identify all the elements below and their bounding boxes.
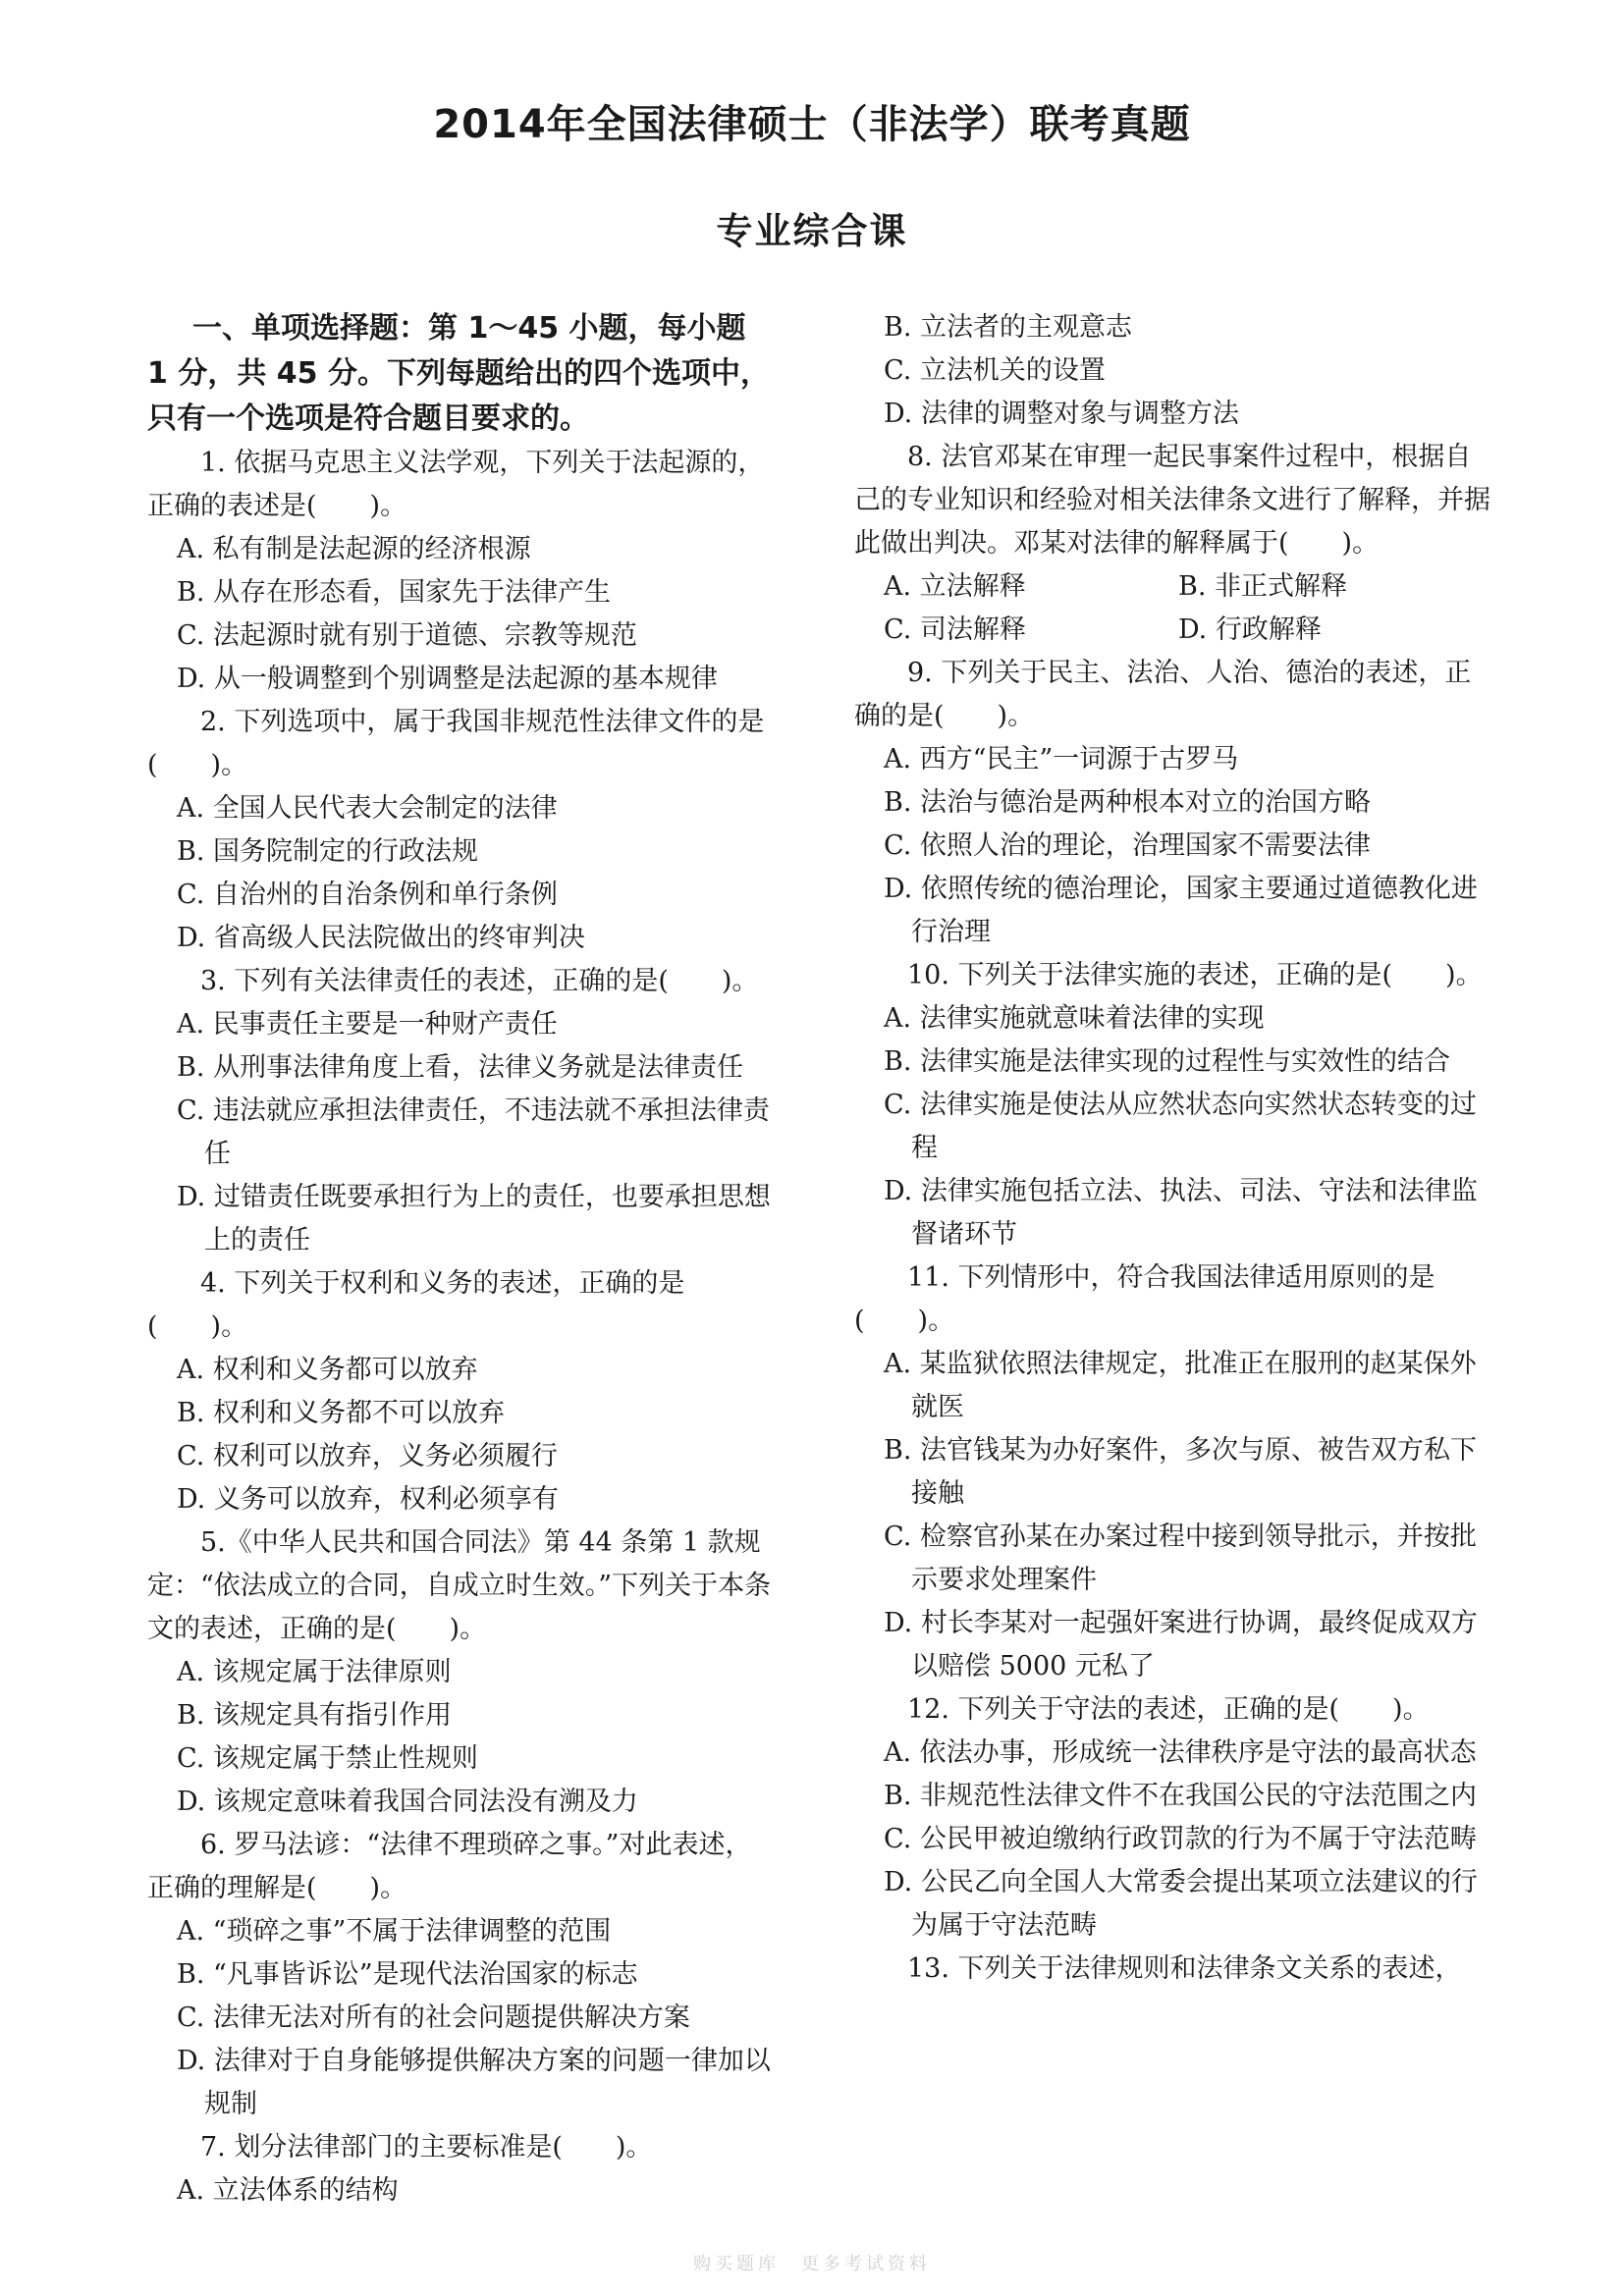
question-stem: 6. 罗马法谚：“法律不理琐碎之事。”对此表述，正确的理解是( )。	[147, 1830, 752, 1903]
answer-option: D. 省高级人民法院做出的终审判决	[177, 923, 585, 953]
answer-option: C. 该规定属于禁止性规则	[177, 1743, 478, 1774]
answer-option: B. 从刑事法律角度上看，法律义务就是法律责任	[177, 1052, 744, 1083]
answer-option: D. 该规定意味着我国合同法没有溯及力	[177, 1787, 638, 1817]
section-heading: 一、单项选择题：第 1～45 小题，每小题 1 分，共 45 分。下列每题给出的四个选项中，只有一个选项是符合题目要求的。	[147, 311, 770, 436]
answer-option: C. 自治州的自治条例和单行条例	[177, 880, 558, 910]
answer-option: D. 义务可以放弃，权利必须享有	[177, 1484, 559, 1515]
answer-option: A. 立法解释	[884, 571, 1026, 602]
answer-option: A. 私有制是法起源的经济根源	[177, 534, 531, 564]
question-stem: 11. 下列情形中，符合我国法律适用原则的是( )。	[854, 1262, 1435, 1336]
page-title: 2014年全国法律硕士（非法学）联考真题	[433, 102, 1191, 147]
left-column	[147, 306, 776, 2213]
answer-option: D. 法律对于自身能够提供解决方案的问题一律加以规制	[177, 2046, 771, 2119]
question-stem: 9. 下列关于民主、法治、人治、德治的表述，正确的是( )。	[854, 658, 1472, 731]
answer-option: A. 该规定属于法律原则	[177, 1657, 452, 1687]
answer-option: C. 检察官孙某在办案过程中接到领导批示，并按批示要求处理案件	[884, 1522, 1477, 1595]
question-stem: 2. 下列选项中，属于我国非规范性法律文件的是( )。	[147, 707, 765, 780]
option-row	[827, 565, 1492, 609]
answer-option: D. 村长李某对一起强奸案进行协调，最终促成双方以赔偿 5000 元私了	[884, 1608, 1478, 1682]
question-stem: 4. 下列关于权利和义务的表述，正确的是( )。	[147, 1268, 685, 1342]
question-stem: 10. 下列关于法律实施的表述，正确的是( )。	[907, 960, 1483, 990]
question-stem: 8. 法官邓某在审理一起民事案件过程中，根据自己的专业知识和经验对相关法律条文进行了解释，并据此做出判决。邓某对法律的解释属于( )。	[854, 442, 1490, 559]
answer-option: A. 立法体系的结构	[177, 2175, 399, 2206]
question-stem: 12. 下列关于守法的表述，正确的是( )。	[907, 1694, 1430, 1725]
right-column	[854, 306, 1492, 1991]
answer-option: B. 法治与德治是两种根本对立的治国方略	[884, 787, 1372, 818]
question-stem: 5.《中华人民共和国合同法》第 44 条第 1 款规定：“依法成立的合同，自成立时生效。”下列关于本条文的表述，正确的是( )。	[147, 1527, 772, 1644]
footer-watermark: 购买题库 更多考试资料	[693, 2254, 931, 2274]
answer-option: B. 权利和义务都不可以放弃	[177, 1398, 506, 1428]
answer-option: C. 权利可以放弃，义务必须履行	[177, 1441, 558, 1471]
answer-option: A. 西方“民主”一词源于古罗马	[884, 744, 1239, 774]
answer-option: D. 公民乙向全国人大常委会提出某项立法建议的行为属于守法范畴	[884, 1867, 1478, 1941]
answer-option: C. 司法解释	[884, 614, 1026, 645]
question-stem: 13. 下列关于法律规则和法律条文关系的表述，	[907, 1953, 1462, 1984]
answer-option: A. 民事责任主要是一种财产责任	[177, 1009, 558, 1040]
answer-option: B. 立法者的主观意志	[884, 312, 1133, 343]
answer-option: A. “琐碎之事”不属于法律调整的范围	[177, 1916, 612, 1947]
answer-option: C. 依照人治的理论，治理国家不需要法律	[884, 830, 1371, 861]
answer-option: C. 公民甲被迫缴纳行政罚款的行为不属于守法范畴	[884, 1824, 1477, 1854]
answer-option: A. 全国人民代表大会制定的法律	[177, 793, 558, 824]
answer-option: C. 法律无法对所有的社会问题提供解决方案	[177, 2002, 690, 2033]
answer-option: B. 该规定具有指引作用	[177, 1700, 453, 1731]
answer-option: B. 国务院制定的行政法规	[177, 836, 479, 867]
answer-option: A. 依法办事，形成统一法律秩序是守法的最高状态	[884, 1737, 1477, 1768]
answer-option: B. 非正式解释	[1178, 571, 1348, 602]
answer-option: C. 立法机关的设置	[884, 355, 1106, 386]
answer-option: B. 法律实施是法律实现的过程性与实效性的结合	[884, 1046, 1451, 1077]
question-stem: 3. 下列有关法律责任的表述，正确的是( )。	[200, 966, 759, 996]
question-stem: 1. 依据马克思主义法学观，下列关于法起源的，正确的表述是( )。	[147, 448, 765, 521]
answer-option: A. 权利和义务都可以放弃	[177, 1355, 478, 1385]
answer-option: C. 法律实施是使法从应然状态向实然状态转变的过程	[884, 1090, 1477, 1163]
answer-option: A. 法律实施就意味着法律的实现	[884, 1003, 1265, 1034]
answer-option: D. 法律的调整对象与调整方法	[884, 399, 1239, 429]
page-subtitle: 专业综合课	[716, 210, 908, 252]
answer-option: A. 某监狱依照法律规定，批准正在服刑的赵某保外就医	[884, 1349, 1477, 1422]
answer-option: C. 违法就应承担法律责任，不违法就不承担法律责任	[177, 1095, 770, 1169]
answer-option: D. 依照传统的德治理论，国家主要通过道德教化进行治理	[884, 874, 1478, 947]
answer-option: C. 法起源时就有别于道德、宗教等规范	[177, 620, 637, 651]
answer-option: B. “凡事皆诉讼”是现代法治国家的标志	[177, 1959, 638, 1990]
question-stem: 7. 划分法律部门的主要标准是( )。	[200, 2132, 653, 2163]
answer-option: B. 从存在形态看，国家先于法律产生	[177, 577, 612, 608]
answer-option: D. 从一般调整到个别调整是法起源的基本规律	[177, 664, 718, 694]
answer-option: D. 行政解释	[1178, 614, 1322, 645]
option-row	[827, 609, 1492, 652]
answer-option: D. 过错责任既要承担行为上的责任，也要承担思想上的责任	[177, 1182, 771, 1255]
answer-option: B. 非规范性法律文件不在我国公民的守法范围之内	[884, 1781, 1478, 1811]
answer-option: B. 法官钱某为办好案件，多次与原、被告双方私下接触	[884, 1435, 1478, 1509]
answer-option: D. 法律实施包括立法、执法、司法、守法和法律监督诸环节	[884, 1176, 1478, 1250]
